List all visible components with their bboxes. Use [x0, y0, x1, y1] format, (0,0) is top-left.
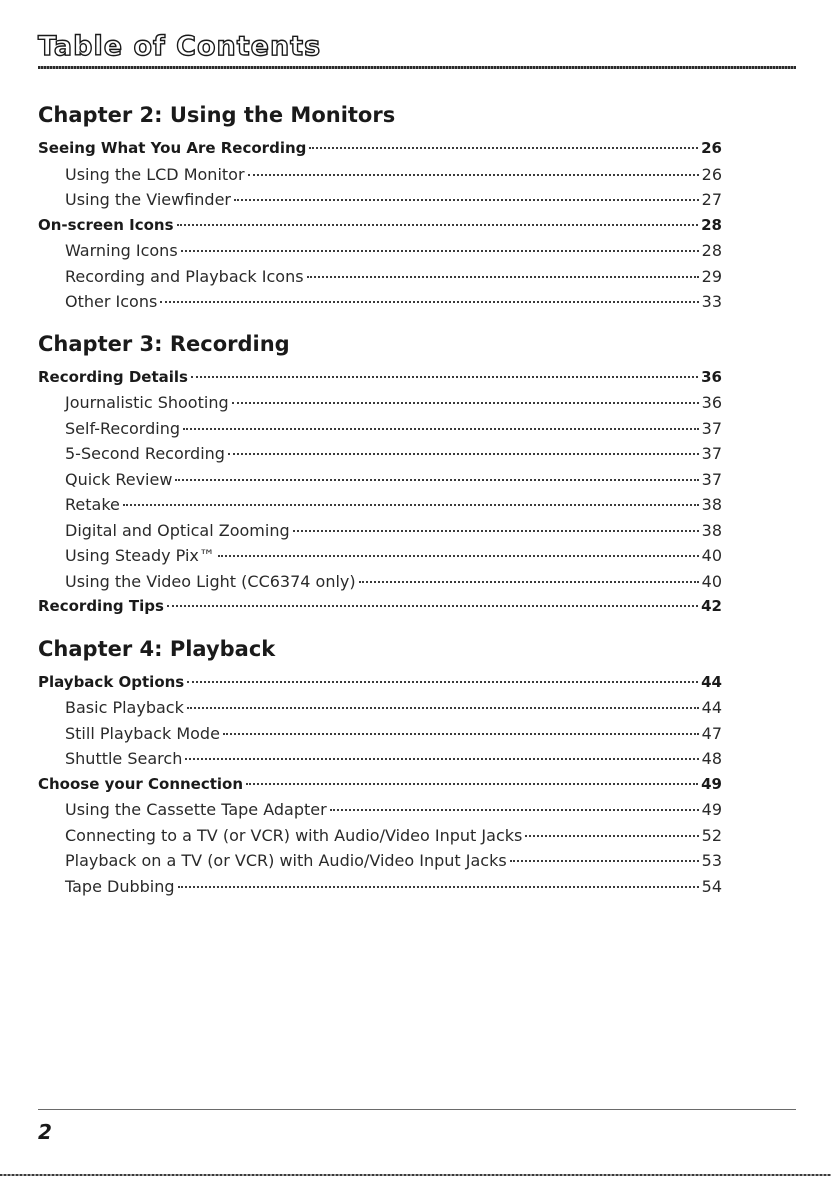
toc-subsection-entry[interactable]	[38, 390, 722, 416]
toc-entry-page-number: 42	[701, 597, 722, 615]
page-title: Table of Contents	[38, 31, 322, 62]
toc-entry-label: Recording Details	[38, 367, 188, 386]
toc-entry-label: Using the Viewfinder	[65, 190, 231, 209]
toc-subsection-entry[interactable]	[38, 416, 722, 442]
dot-leader	[525, 835, 698, 837]
toc-entry-label: Seeing What You Are Recording	[38, 139, 307, 157]
toc-entry-label: Journalistic Shooting	[65, 393, 229, 412]
chapter-block	[38, 329, 722, 620]
page-number: 2	[38, 1120, 52, 1144]
chapter-block	[38, 100, 722, 315]
toc-entry-label: Still Playback Mode	[65, 723, 220, 743]
toc-subsection-entry[interactable]	[38, 238, 722, 264]
toc-entry-label: Using the LCD Monitor	[65, 164, 245, 184]
dot-leader	[167, 605, 698, 607]
dot-leader	[178, 886, 699, 888]
dot-leader	[228, 453, 699, 455]
chapter-heading: Chapter 4: Playback	[38, 636, 276, 661]
dot-leader	[510, 860, 699, 862]
toc-subsection-entry[interactable]	[38, 874, 722, 900]
dot-leader	[307, 276, 699, 278]
toc-entry-label: Shuttle Search	[65, 749, 183, 768]
dot-leader	[123, 504, 699, 506]
toc-entry-page-number: 28	[701, 215, 722, 234]
toc-subsection-entry[interactable]	[38, 695, 722, 721]
dot-leader	[187, 681, 698, 683]
toc-entry-page-number: 54	[701, 876, 722, 896]
toc-section-entry[interactable]	[38, 365, 722, 391]
dot-leader	[330, 809, 699, 811]
dot-leader	[218, 555, 699, 557]
dot-leader	[160, 301, 698, 303]
toc-entry-label: Using Steady Pix™	[65, 546, 215, 565]
toc-entry-label: Recording and Playback Icons	[65, 266, 304, 286]
toc-entry-page-number: 40	[701, 571, 722, 591]
dot-leader	[246, 783, 698, 785]
title-rule	[38, 66, 796, 69]
toc-entry-page-number: 26	[701, 164, 722, 184]
toc-entry-label: Using the Video Light (CC6374 only)	[65, 571, 356, 591]
toc-subsection-entry[interactable]	[38, 823, 722, 849]
toc-entry-page-number: 49	[701, 774, 722, 793]
toc-entry-page-number: 28	[701, 241, 722, 260]
toc-subsection-entry[interactable]	[38, 162, 722, 188]
toc-section-entry[interactable]	[38, 213, 722, 239]
toc-section-entry[interactable]	[38, 594, 722, 620]
dot-leader	[183, 428, 699, 430]
toc-entry-label: Digital and Optical Zooming	[65, 520, 290, 540]
toc-entry-page-number: 27	[701, 190, 722, 209]
toc-entry-label: Retake	[65, 495, 120, 514]
toc-entry-page-number: 52	[701, 825, 722, 845]
dot-leader	[232, 402, 699, 404]
toc-entry-label: Recording Tips	[38, 597, 164, 615]
dot-leader	[234, 199, 699, 201]
dot-leader	[181, 250, 699, 252]
toc-subsection-entry[interactable]	[38, 187, 722, 213]
toc-subsection-entry[interactable]	[38, 746, 722, 772]
toc-entry-label: Connecting to a TV (or VCR) with Audio/Video Input Jacks	[65, 825, 523, 845]
toc-entry-label: Basic Playback	[65, 698, 184, 717]
toc-entry-page-number: 44	[701, 698, 722, 717]
toc-entry-label: Warning Icons	[65, 241, 178, 260]
toc-entry-page-number: 48	[701, 749, 722, 768]
toc-entry-page-number: 26	[701, 139, 722, 157]
toc-subsection-entry[interactable]	[38, 721, 722, 747]
toc-subsection-entry[interactable]	[38, 467, 722, 493]
toc-entry-label: 5-Second Recording	[65, 444, 225, 463]
toc-entry-label: Playback Options	[38, 672, 185, 691]
toc-entry-page-number: 36	[701, 367, 722, 386]
dot-leader	[187, 707, 699, 709]
dot-leader	[309, 147, 698, 149]
dot-leader	[293, 530, 699, 532]
toc-subsection-entry[interactable]	[38, 264, 722, 290]
toc-entry-page-number: 29	[701, 266, 722, 286]
toc-section-entry[interactable]	[38, 136, 722, 162]
table-of-contents	[38, 100, 722, 913]
page-header	[38, 32, 796, 69]
toc-subsection-entry[interactable]	[38, 569, 722, 595]
toc-entry-page-number: 40	[701, 546, 722, 565]
toc-subsection-entry[interactable]	[38, 848, 722, 874]
toc-entry-label: Playback on a TV (or VCR) with Audio/Video Input Jacks	[65, 851, 507, 870]
toc-entry-page-number: 44	[701, 672, 722, 691]
toc-section-entry[interactable]	[38, 772, 722, 798]
toc-entry-label: Quick Review	[65, 469, 173, 489]
toc-entry-label: Self-Recording	[65, 418, 180, 438]
dot-leader	[191, 376, 698, 378]
toc-entry-label: Tape Dubbing	[65, 876, 175, 896]
toc-entry-page-number: 38	[701, 495, 722, 514]
toc-entry-page-number: 53	[701, 851, 722, 870]
toc-subsection-entry[interactable]	[38, 289, 722, 315]
toc-entry-page-number: 37	[701, 418, 722, 438]
toc-entry-page-number: 38	[701, 520, 722, 540]
toc-entry-label: Other Icons	[65, 292, 158, 311]
toc-entry-page-number: 33	[701, 292, 722, 311]
toc-section-entry[interactable]	[38, 670, 722, 696]
toc-subsection-entry[interactable]	[38, 543, 722, 569]
toc-entry-page-number: 37	[701, 469, 722, 489]
chapter-block	[38, 634, 722, 900]
chapter-heading: Chapter 3: Recording	[38, 331, 290, 356]
dot-leader	[223, 733, 699, 735]
toc-subsection-entry[interactable]	[38, 797, 722, 823]
toc-subsection-entry[interactable]	[38, 518, 722, 544]
dot-leader	[175, 479, 698, 481]
footer-rule	[38, 1109, 796, 1110]
dot-leader	[185, 758, 698, 760]
toc-subsection-entry[interactable]	[38, 441, 722, 467]
toc-entry-label: Choose your Connection	[38, 774, 244, 793]
bottom-edge-rule	[0, 1174, 831, 1176]
toc-entry-page-number: 47	[701, 723, 722, 743]
dot-leader	[248, 174, 699, 176]
chapter-heading: Chapter 2: Using the Monitors	[38, 103, 396, 127]
dot-leader	[177, 224, 699, 226]
toc-entry-page-number: 36	[701, 393, 722, 412]
toc-entry-page-number: 49	[701, 800, 722, 819]
dot-leader	[359, 581, 699, 583]
toc-entry-label: Using the Cassette Tape Adapter	[65, 800, 327, 819]
toc-entry-page-number: 37	[701, 444, 722, 463]
toc-entry-label: On-screen Icons	[38, 215, 174, 234]
toc-subsection-entry[interactable]	[38, 492, 722, 518]
